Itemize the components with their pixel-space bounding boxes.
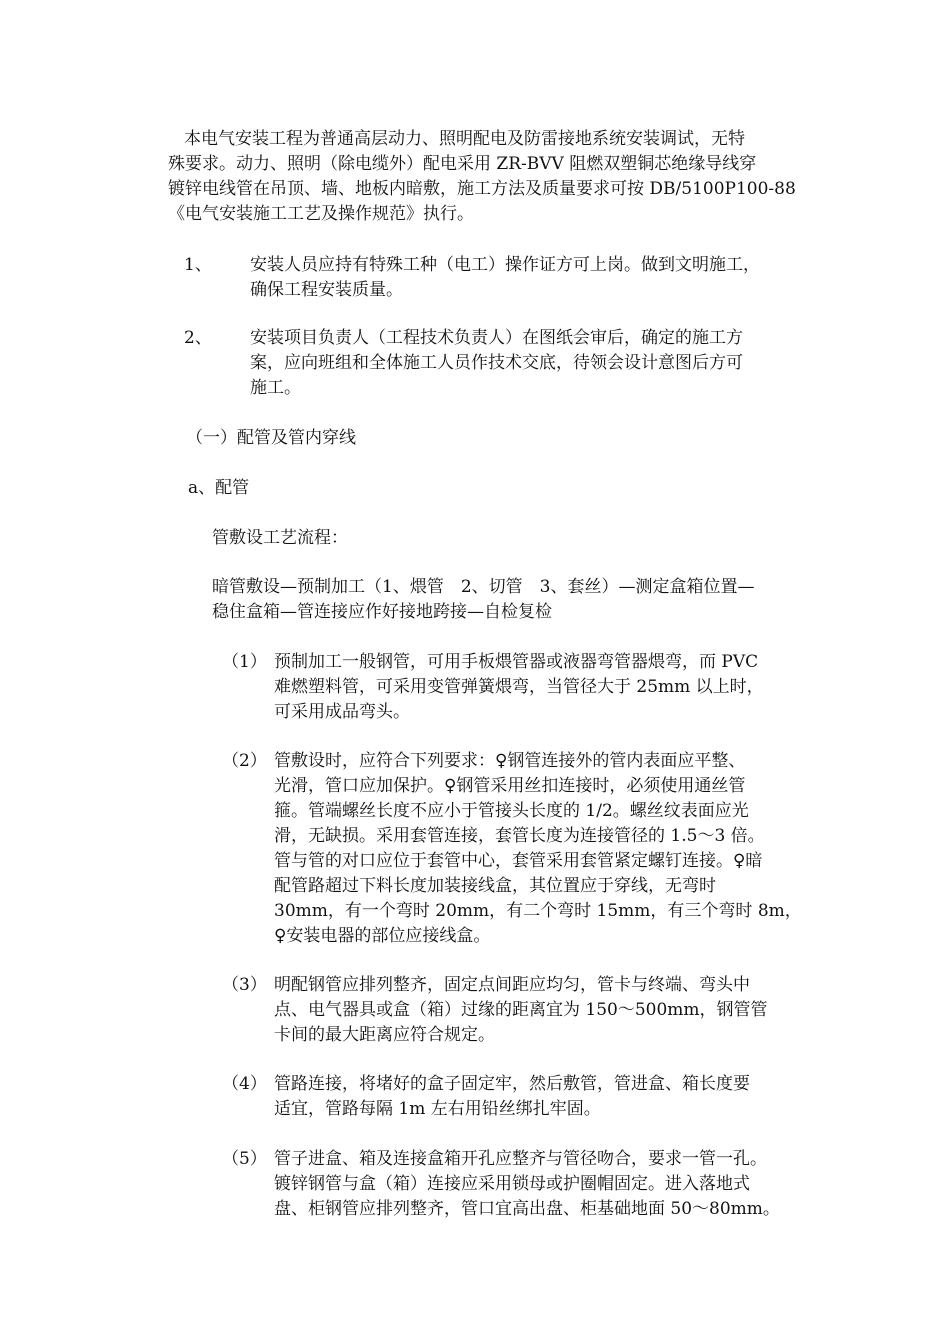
subitem-line: 点、电气器具或盒（箱）过缘的距离宜为 150～500mm，钢管管 bbox=[274, 1000, 768, 1020]
subitem-line: 难燃塑料管，可采用变管弹簧煨弯，当管径大于 25mm 以上时， bbox=[274, 677, 764, 697]
flow-description bbox=[212, 575, 812, 625]
subitem-line: 滑，无缺损。采用套管连接，套管长度为连接管径的 1.5～3 倍。 bbox=[274, 826, 765, 846]
subitem-line: 配管路超过下料长度加装接线盒，其位置应于穿线，无弯时 bbox=[274, 876, 716, 896]
subitem-line: 管与管的对口应位于套管中心，套管采用套管紧定螺钉连接。♀暗 bbox=[274, 851, 763, 871]
subitem-line: 预制加工一般钢管，可用手板煨管器或液器弯管器煨弯，而 PVC bbox=[274, 652, 759, 672]
section-heading: （一）配管及管内穿线 bbox=[186, 428, 356, 448]
intro-line: 《电气安装施工工艺及操作规范》执行。 bbox=[168, 204, 474, 224]
flow-line: 暗管敷设—预制加工（1、煨管 2、切管 3、套丝）—测定盒箱位置— bbox=[212, 577, 755, 597]
item-text bbox=[250, 326, 810, 401]
item-number: 1、 bbox=[184, 255, 212, 275]
flow-title: 管敷设工艺流程： bbox=[212, 528, 348, 548]
subitem-text bbox=[274, 973, 812, 1048]
subitem-line: 管敷设时，应符合下列要求：♀钢管连接外的管内表面应平整、 bbox=[274, 751, 746, 771]
subitem-number: （4） bbox=[222, 1074, 267, 1094]
intro-line: 镀锌电线管在吊顶、墙、地板内暗敷，施工方法及质量要求可按 DB/5100P100-88 bbox=[168, 179, 796, 199]
subitem-line: 镀锌钢管与盒（箱）连接应采用锁母或护圈帽固定。进入落地式 bbox=[274, 1174, 750, 1194]
subsection-heading: a、配管 bbox=[188, 478, 250, 498]
subitem-line: ♀安装电器的部位应接线盒。 bbox=[274, 926, 491, 946]
subitem-line: 适宜，管路每隔 1m 左右用铅丝绑扎牢固。 bbox=[274, 1099, 601, 1119]
subitem-line: 箍。管端螺丝长度不应小于管接头长度的 1/2。螺丝纹表面应光 bbox=[274, 801, 749, 821]
flow-line: 稳住盒箱—管连接应作好接地跨接—自检复检 bbox=[212, 602, 552, 622]
subitem-line: 管路连接，将堵好的盒子固定牢，然后敷管，管进盒、箱长度要 bbox=[274, 1074, 750, 1094]
intro-paragraph bbox=[168, 127, 810, 227]
subitem-line: 光滑，管口应加保护。♀钢管采用丝扣连接时，必须使用通丝管 bbox=[274, 776, 746, 796]
subitem-line: 盘、柜钢管应排列整齐，管口宜高出盘、柜基础地面 50～80mm。 bbox=[274, 1199, 780, 1219]
subitem-line: 30mm，有一个弯时 20mm，有二个弯时 15mm，有三个弯时 8m， bbox=[274, 901, 802, 921]
subitem-text bbox=[274, 1147, 812, 1222]
subitem-text bbox=[274, 1072, 812, 1122]
intro-line: 殊要求。动力、照明（除电缆外）配电采用 ZR-BVV 阻燃双塑铜芯绝缘导线穿 bbox=[168, 154, 757, 174]
subitem-line: 管子进盒、箱及连接盒箱开孔应整齐与管径吻合，要求一管一孔。 bbox=[274, 1149, 767, 1169]
subitem-number: （2） bbox=[222, 751, 267, 771]
item-text bbox=[250, 253, 810, 303]
item-line: 确保工程安装质量。 bbox=[250, 280, 403, 300]
item-line: 安装人员应持有特殊工种（电工）操作证方可上岗。做到文明施工， bbox=[250, 255, 760, 275]
intro-line: 本电气安装工程为普通高层动力、照明配电及防雷接地系统安装调试，无特 bbox=[184, 129, 745, 149]
subitem-line: 可采用成品弯头。 bbox=[274, 702, 410, 722]
item-number: 2、 bbox=[184, 328, 212, 348]
item-line: 案，应向班组和全体施工人员作技术交底，待领会设计意图后方可 bbox=[250, 353, 743, 373]
subitem-number: （3） bbox=[222, 975, 267, 995]
item-line: 施工。 bbox=[250, 378, 301, 398]
subitem-number: （5） bbox=[222, 1149, 267, 1169]
subitem-text bbox=[274, 749, 812, 949]
item-line: 安装项目负责人（工程技术负责人）在图纸会审后，确定的施工方 bbox=[250, 328, 743, 348]
subitem-line: 明配钢管应排列整齐，固定点间距应均匀，管卡与终端、弯头中 bbox=[274, 975, 750, 995]
subitem-line: 卡间的最大距离应符合规定。 bbox=[274, 1025, 495, 1045]
subitem-number: （1） bbox=[222, 652, 267, 672]
subitem-text bbox=[274, 650, 812, 725]
